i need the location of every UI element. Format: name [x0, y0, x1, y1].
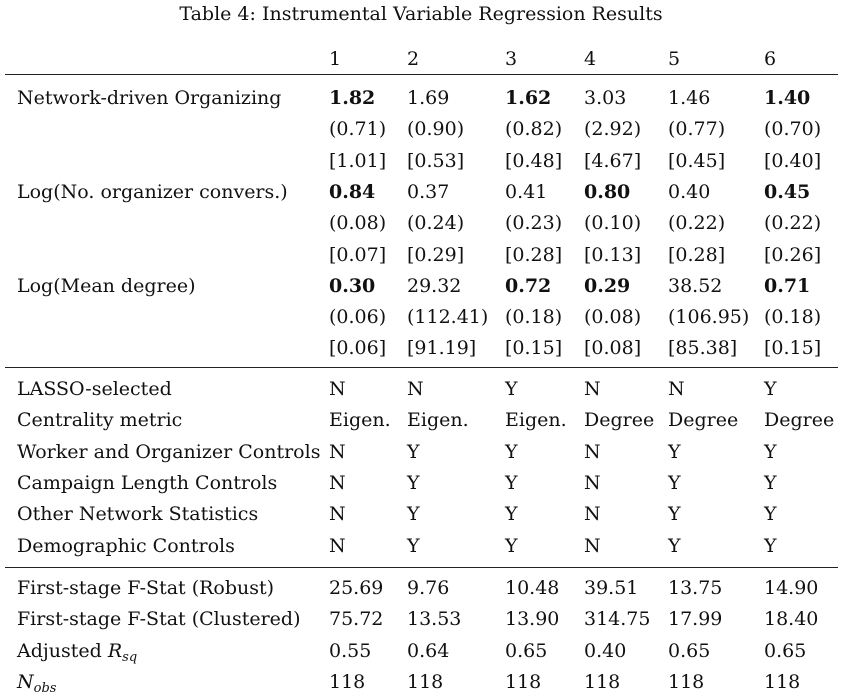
table-cell: 118 — [329, 670, 366, 693]
table-cell: [0.15] — [505, 337, 563, 360]
table-cell: (0.18) — [505, 306, 563, 329]
row-label: Log(Mean degree) — [17, 274, 196, 297]
table-cell: 0.37 — [407, 180, 450, 203]
table-cell: 1.82 — [329, 87, 376, 109]
table-cell: 118 — [668, 670, 705, 693]
table-cell: 0.55 — [329, 639, 372, 662]
table-cell: 3.03 — [584, 87, 627, 109]
table-row — [0, 240, 842, 271]
table-cell: N — [584, 503, 601, 526]
table-cell: 13.90 — [505, 608, 560, 631]
table-cell: [0.28] — [668, 243, 726, 266]
table-row — [0, 468, 842, 499]
table-cell: 0.72 — [505, 274, 552, 297]
column-header-6: 6 — [764, 48, 777, 70]
table-cell: Eigen. — [505, 409, 567, 432]
row-label-subscript: sq — [122, 649, 138, 665]
table-cell: [1.01] — [329, 149, 387, 172]
table-cell: 39.51 — [584, 577, 639, 599]
table-cell: [85.38] — [668, 337, 738, 360]
row-label-prefix: Adjusted — [17, 639, 108, 662]
table-row — [0, 604, 842, 635]
table-cell: 0.40 — [668, 180, 711, 203]
table-row — [0, 374, 842, 405]
row-label: Centrality metric — [17, 409, 183, 432]
table-cell: (0.06) — [329, 306, 387, 329]
table-row — [0, 114, 842, 145]
table-cell: 1.69 — [407, 87, 450, 109]
table-cell: 0.65 — [668, 639, 711, 662]
table-cell: Y — [764, 503, 777, 526]
table-cell: Degree — [584, 409, 655, 432]
table-cell: N — [584, 471, 601, 494]
table-cell: (2.92) — [584, 118, 642, 141]
table-cell: 17.99 — [668, 608, 723, 631]
table-row — [0, 271, 842, 302]
table-cell: (0.22) — [668, 212, 726, 235]
table-cell: (0.08) — [329, 212, 387, 235]
table-cell: (0.18) — [764, 306, 822, 329]
table-cell: 0.41 — [505, 180, 548, 203]
table-cell: N — [329, 471, 346, 494]
table-cell: N — [329, 440, 346, 463]
column-header-3: 3 — [505, 48, 518, 70]
table-row — [0, 302, 842, 333]
table-row — [0, 333, 842, 364]
table-cell: Degree — [668, 409, 739, 432]
row-label: Other Network Statistics — [17, 503, 259, 526]
table-cell: 0.84 — [329, 180, 376, 203]
table-cell: [0.28] — [505, 243, 563, 266]
table-cell: N — [329, 534, 346, 557]
table-cell: Y — [764, 534, 777, 557]
table-cell: (0.70) — [764, 118, 822, 141]
row-label: First-stage F-Stat (Clustered) — [17, 608, 301, 631]
table-cell: N — [329, 503, 346, 526]
mid-rule-2 — [5, 567, 838, 568]
table-cell: [0.13] — [584, 243, 642, 266]
table-cell: (0.71) — [329, 118, 387, 141]
table-row — [0, 208, 842, 239]
table-row — [0, 405, 842, 436]
table-cell: [0.15] — [764, 337, 822, 360]
table-cell: [0.26] — [764, 243, 822, 266]
table-cell: 0.80 — [584, 180, 631, 203]
table-cell: Eigen. — [407, 409, 469, 432]
table-cell: 1.46 — [668, 87, 711, 109]
table-row — [0, 83, 842, 114]
table-cell: (112.41) — [407, 306, 489, 329]
table-cell: Y — [505, 534, 518, 557]
table-row — [0, 437, 842, 468]
table-cell: 118 — [407, 670, 444, 693]
column-header-4: 4 — [584, 48, 597, 70]
table-cell: (0.90) — [407, 118, 465, 141]
table-row — [0, 573, 842, 604]
table-cell: 0.64 — [407, 639, 450, 662]
table-cell: N — [584, 534, 601, 557]
column-header-2: 2 — [407, 48, 420, 70]
table-row — [0, 636, 842, 667]
table-cell: Y — [407, 440, 420, 463]
table-row — [0, 667, 842, 698]
table-cell: 1.40 — [764, 87, 811, 109]
table-cell: N — [584, 378, 601, 400]
table-cell: 18.40 — [764, 608, 819, 631]
table-cell: Y — [407, 503, 420, 526]
table-cell: (0.24) — [407, 212, 465, 235]
table-cell: N — [668, 378, 685, 400]
table-cell: Y — [764, 440, 777, 463]
table-cell: N — [584, 440, 601, 463]
row-label-symbol: N — [17, 670, 34, 693]
table-cell: 314.75 — [584, 608, 651, 631]
table-cell: [91.19] — [407, 337, 477, 360]
table-cell: (0.77) — [668, 118, 726, 141]
table-cell: (0.82) — [505, 118, 563, 141]
table-cell: N — [407, 378, 424, 400]
table-cell: [4.67] — [584, 149, 642, 172]
row-label: Worker and Organizer Controls — [17, 440, 321, 463]
table-cell: [0.07] — [329, 243, 387, 266]
table-row — [0, 177, 842, 208]
table-cell: 0.65 — [505, 639, 548, 662]
table-cell: (0.08) — [584, 306, 642, 329]
table-cell: (106.95) — [668, 306, 750, 329]
row-label: Network-driven Organizing — [17, 87, 282, 109]
row-label: Demographic Controls — [17, 534, 235, 557]
table-cell: Y — [668, 471, 681, 494]
table-cell: Y — [407, 534, 420, 557]
table-cell: Eigen. — [329, 409, 391, 432]
table-cell: 118 — [584, 670, 621, 693]
table-cell: 0.45 — [764, 180, 811, 203]
table-cell: 13.75 — [668, 577, 723, 599]
row-label: Log(No. organizer convers.) — [17, 180, 288, 203]
table-cell: 0.29 — [584, 274, 631, 297]
table-cell: [0.06] — [329, 337, 387, 360]
table-cell: (0.22) — [764, 212, 822, 235]
table-cell: Y — [505, 503, 518, 526]
column-header-5: 5 — [668, 48, 681, 70]
table-cell: [0.53] — [407, 149, 465, 172]
table-cell: 0.71 — [764, 274, 811, 297]
table-cell: Y — [505, 440, 518, 463]
table-cell: 118 — [505, 670, 542, 693]
table-row — [0, 531, 842, 562]
table-cell: 14.90 — [764, 577, 819, 599]
table-cell: 0.40 — [584, 639, 627, 662]
table-cell: [0.29] — [407, 243, 465, 266]
table-cell: 13.53 — [407, 608, 462, 631]
table-cell: Y — [764, 471, 777, 494]
header-row — [0, 44, 842, 75]
column-header-1: 1 — [329, 48, 342, 70]
table-cell: 25.69 — [329, 577, 384, 599]
table-cell: 75.72 — [329, 608, 384, 631]
table-row — [0, 499, 842, 530]
table-cell: Y — [505, 378, 518, 400]
table-caption: Table 4: Instrumental Variable Regression Results — [179, 3, 663, 25]
table-cell: 118 — [764, 670, 801, 693]
table-cell: 0.65 — [764, 639, 807, 662]
table-cell: Y — [407, 471, 420, 494]
table-cell: Y — [505, 471, 518, 494]
row-label — [17, 667, 56, 698]
table-cell: Y — [668, 534, 681, 557]
table-cell: Y — [668, 440, 681, 463]
table-cell: [0.40] — [764, 149, 822, 172]
row-label-subscript: obs — [33, 680, 57, 696]
row-label-symbol: R — [107, 639, 123, 662]
table-cell: 1.62 — [505, 87, 552, 109]
mid-rule-1 — [5, 367, 838, 368]
table-cell: Degree — [764, 409, 835, 432]
table-cell: 10.48 — [505, 577, 560, 599]
table-cell: N — [329, 378, 346, 400]
row-label: LASSO-selected — [17, 378, 172, 400]
table-cell: Y — [668, 503, 681, 526]
table-cell: (0.10) — [584, 212, 642, 235]
row-label: First-stage F-Stat (Robust) — [17, 577, 275, 599]
table-cell: 9.76 — [407, 577, 450, 599]
table-cell: [0.08] — [584, 337, 642, 360]
table-row — [0, 146, 842, 177]
table-cell: 29.32 — [407, 274, 462, 297]
table-cell: 38.52 — [668, 274, 723, 297]
table-cell: 0.30 — [329, 274, 376, 297]
row-label — [17, 636, 137, 667]
table-cell: (0.23) — [505, 212, 563, 235]
table-cell: Y — [764, 378, 777, 400]
row-label: Campaign Length Controls — [17, 471, 278, 494]
table-cell: [0.48] — [505, 149, 563, 172]
table-cell: [0.45] — [668, 149, 726, 172]
